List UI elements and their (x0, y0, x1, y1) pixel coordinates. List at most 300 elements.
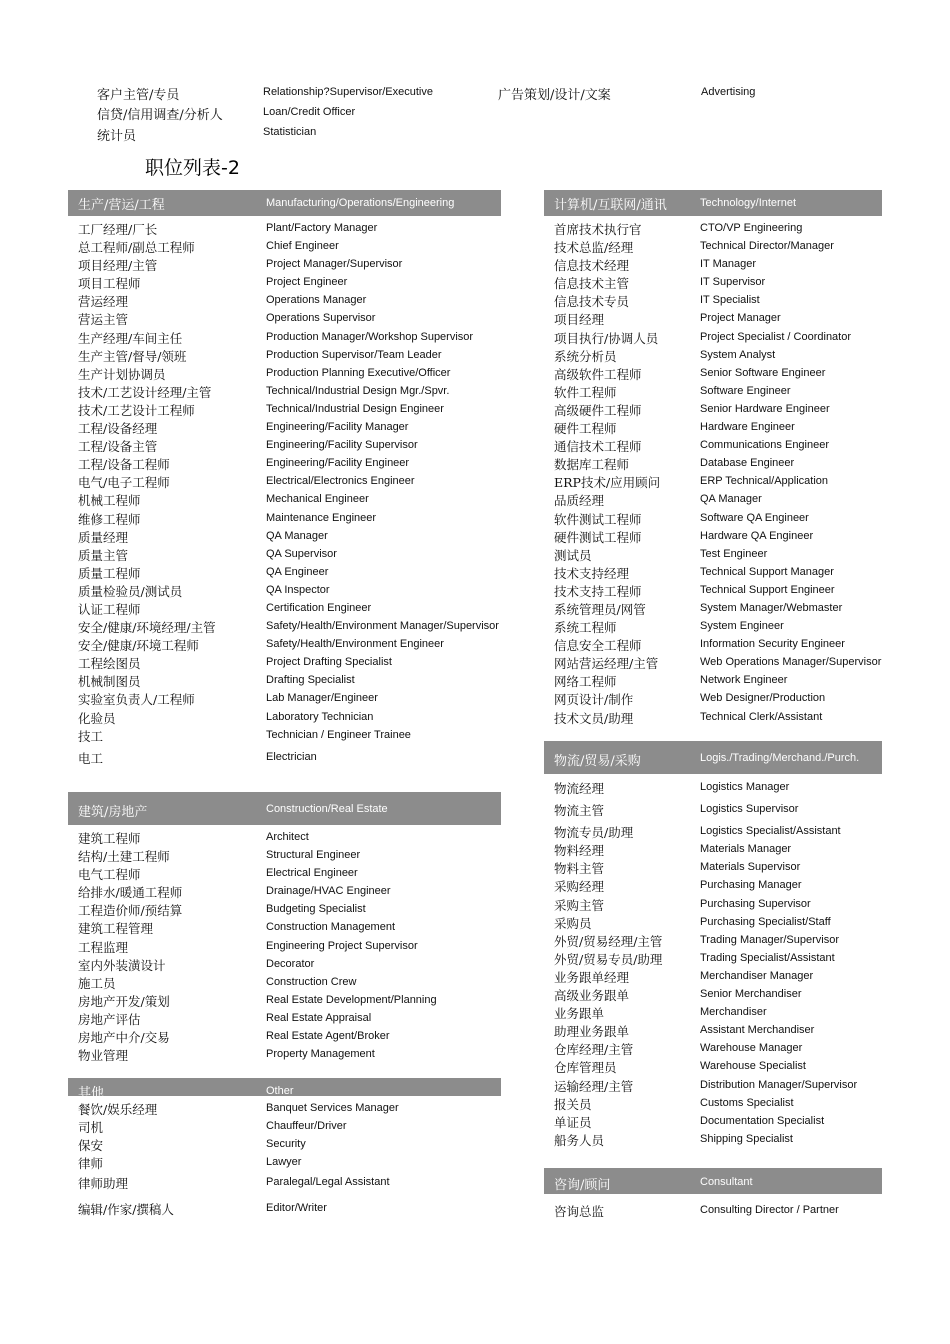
list-item (68, 708, 501, 726)
job-title-cn: 仓库管理员 (554, 1060, 617, 1076)
section-rows (68, 828, 501, 1063)
job-title-cn: 律师助理 (78, 1176, 129, 1192)
job-title-cn: 业务跟单 (554, 1006, 605, 1022)
job-title-en: Project Drafting Specialist (266, 656, 392, 669)
job-title-en: Database Engineer (700, 457, 795, 470)
section-header-en: Construction/Real Estate (266, 803, 388, 815)
job-title-cn: 电气/电子工程师 (78, 475, 170, 491)
advertising-en: Advertising (701, 86, 756, 98)
list-item (544, 858, 882, 876)
list-item (544, 1201, 882, 1219)
job-title-en: Laboratory Technician (266, 710, 374, 723)
list-item (68, 599, 501, 617)
section-header-cn: 计算机/互联网/通讯 (554, 198, 667, 213)
job-title-cn: 信息技术专员 (554, 294, 630, 310)
job-title-en: Safety/Health/Environment Engineer (266, 638, 444, 651)
list-item (544, 346, 882, 364)
job-title-en: Production Manager/Workshop Supervisor (266, 330, 474, 343)
list-item (68, 581, 501, 599)
job-title-en: Senior Hardware Engineer (700, 402, 830, 415)
job-title-cn: 高级软件工程师 (554, 366, 642, 382)
section-rows (68, 219, 501, 766)
section-header-cn: 咨询/顾问 (554, 1178, 611, 1193)
top-row (0, 125, 950, 145)
section-construction (68, 792, 501, 1063)
list-item (544, 708, 882, 726)
list-item (544, 527, 882, 545)
section-other (68, 1078, 501, 1218)
job-title-cn: 维修工程师 (78, 511, 141, 527)
list-item (68, 400, 501, 418)
job-title-en: Electrical/Electronics Engineer (266, 475, 415, 488)
job-title-en: Safety/Health/Environment Manager/Supervisor (266, 620, 499, 633)
list-item (544, 653, 882, 671)
job-title-cn: 测试员 (554, 547, 592, 563)
job-title-en: Information Security Engineer (700, 638, 845, 651)
job-title-cn: 网站营运经理/主管 (554, 656, 659, 672)
list-item (544, 472, 882, 490)
job-title-cn: 给排水/暖通工程师 (78, 885, 183, 901)
job-title-cn: 认证工程师 (78, 601, 141, 617)
list-item (544, 949, 882, 967)
list-item (544, 1057, 882, 1075)
job-title-en: Senior Merchandiser (700, 988, 802, 1001)
job-title-cn: 工程/设备主管 (78, 439, 158, 455)
list-item (68, 255, 501, 273)
list-item (544, 563, 882, 581)
list-item (544, 436, 882, 454)
job-title-cn: 技术/工艺设计工程师 (78, 402, 195, 418)
list-item (68, 1045, 501, 1063)
section-manufacturing (68, 190, 501, 766)
list-item (544, 454, 882, 472)
job-title-en: Purchasing Manager (700, 879, 802, 892)
job-title-en: QA Manager (266, 529, 328, 542)
list-item (544, 581, 882, 599)
job-title-cn: 采购主管 (554, 897, 605, 913)
job-title-en: Banquet Services Manager (266, 1102, 399, 1114)
list-item (544, 509, 882, 527)
list-item (544, 671, 882, 689)
list-item (68, 454, 501, 472)
job-title-cn: 施工员 (78, 975, 116, 991)
job-title-en: Decorator (266, 957, 315, 970)
section-consultant (544, 1168, 882, 1219)
job-title-cn: 结构/土建工程师 (78, 849, 170, 865)
job-title-cn: 工程监理 (78, 939, 129, 955)
list-item (68, 219, 501, 237)
job-title-en: Assistant Merchandiser (700, 1024, 815, 1037)
job-title-cn: 机械制图员 (78, 674, 141, 690)
list-item (68, 472, 501, 490)
list-item (68, 689, 501, 707)
advertising-cn: 广告策划/设计/文案 (498, 88, 611, 103)
list-item (68, 273, 501, 291)
job-title-cn: 工厂经理/厂长 (78, 222, 158, 237)
job-title-cn: 总工程师/副总工程师 (78, 240, 195, 256)
job-title-cn: 信息技术主管 (554, 276, 630, 292)
job-title-cn: 软件工程师 (554, 384, 617, 400)
job-title-cn: 通信技术工程师 (554, 439, 642, 455)
section-header-en: Other (266, 1085, 294, 1097)
list-item (544, 1094, 882, 1112)
job-title-en: Property Management (266, 1048, 375, 1061)
job-title-cn: 外贸/贸易经理/主管 (554, 933, 663, 949)
list-item (544, 1021, 882, 1039)
list-item (68, 1027, 501, 1045)
job-title-cn: 项目经理/主管 (78, 258, 158, 274)
job-title-en: Statistician (263, 126, 317, 138)
list-item (68, 991, 501, 1009)
job-title-en: Merchandiser Manager (700, 969, 814, 982)
job-title-en: Technical Support Engineer (700, 583, 835, 596)
job-title-en: ERP Technical/Application (700, 475, 829, 488)
job-title-cn: 品质经理 (554, 493, 605, 509)
job-title-en: Customs Specialist (700, 1096, 794, 1109)
job-title-cn: 客户主管/专员 (97, 88, 180, 103)
job-title-cn: 系统管理员/网管 (554, 601, 646, 617)
job-title-cn: 采购经理 (554, 879, 605, 895)
list-item (68, 382, 501, 400)
job-title-en: Communications Engineer (700, 439, 830, 452)
list-item (68, 237, 501, 255)
job-title-cn: 技术总监/经理 (554, 240, 634, 256)
job-title-cn: 营运主管 (78, 312, 129, 328)
list-item (68, 653, 501, 671)
list-item (68, 973, 501, 991)
job-title-cn: 统计员 (97, 129, 137, 144)
job-title-en: Project Manager/Supervisor (266, 258, 403, 271)
section-header-cn: 其他 (78, 1086, 105, 1101)
job-title-cn: 工程造价师/预结算 (78, 903, 183, 919)
list-item (544, 822, 882, 840)
list-item (544, 291, 882, 309)
list-item (544, 913, 882, 931)
job-title-en: Network Engineer (700, 674, 788, 687)
job-title-cn: 电工 (78, 750, 104, 766)
list-item (68, 490, 501, 508)
list-item (68, 937, 501, 955)
job-title-cn: 物料经理 (554, 843, 605, 859)
job-title-en: Maintenance Engineer (266, 511, 377, 524)
job-title-cn: 工程/设备工程师 (78, 457, 170, 473)
job-title-cn: 技术支持经理 (554, 565, 630, 581)
job-title-en: Project Engineer (266, 276, 348, 289)
list-item (544, 255, 882, 273)
job-title-cn: 采购员 (554, 915, 592, 931)
list-item (544, 985, 882, 1003)
list-item (544, 237, 882, 255)
job-title-cn: 餐饮/娱乐经理 (78, 1102, 158, 1117)
list-item (544, 364, 882, 382)
list-item (68, 1153, 501, 1171)
job-title-cn: 技术支持工程师 (554, 583, 642, 599)
list-item (68, 436, 501, 454)
job-title-cn: 技术/工艺设计经理/主管 (78, 384, 212, 400)
job-title-cn: 信贷/信用调查/分析人 (97, 108, 223, 123)
job-title-en: System Manager/Webmaster (700, 601, 843, 614)
page-title: 职位列表-2 (145, 157, 240, 179)
section-technology (544, 190, 882, 726)
list-item (544, 400, 882, 418)
job-title-cn: 建筑工程管理 (78, 921, 154, 937)
job-title-en: Technical Director/Manager (700, 240, 834, 253)
job-title-cn: 房地产评估 (78, 1011, 141, 1027)
job-title-cn: 技工 (78, 728, 104, 744)
job-title-en: Editor/Writer (266, 1202, 327, 1215)
job-title-en: Certification Engineer (266, 601, 372, 614)
job-title-cn: 信息安全工程师 (554, 638, 642, 654)
job-title-en: Merchandiser (700, 1006, 767, 1019)
list-item (544, 617, 882, 635)
section-rows (544, 778, 882, 1148)
job-title-en: Operations Manager (266, 294, 367, 307)
job-title-en: Electrical Engineer (266, 867, 358, 880)
job-title-cn: 物料主管 (554, 861, 605, 877)
list-item (68, 418, 501, 436)
job-title-en: Engineering/Facility Engineer (266, 457, 410, 470)
job-title-en: Web Designer/Production (700, 692, 826, 705)
job-title-cn: 高级硬件工程师 (554, 402, 642, 418)
list-item (68, 1199, 501, 1217)
job-title-cn: 质量检验员/测试员 (78, 583, 183, 599)
job-title-cn: 质量工程师 (78, 565, 141, 581)
list-item (544, 328, 882, 346)
job-title-cn: 律师 (78, 1156, 104, 1172)
job-title-cn: 保安 (78, 1138, 104, 1154)
section-header-en: Technology/Internet (700, 197, 797, 209)
list-item (68, 1117, 501, 1135)
list-item (544, 1130, 882, 1148)
job-title-en: System Analyst (700, 348, 776, 361)
section-logistics (544, 741, 882, 1148)
section-header (68, 792, 501, 825)
list-item (68, 671, 501, 689)
job-title-en: Hardware QA Engineer (700, 529, 814, 542)
job-title-cn: 网页设计/制作 (554, 692, 634, 708)
job-title-cn: 助理业务跟单 (554, 1024, 630, 1040)
list-item (544, 545, 882, 563)
job-title-en: QA Manager (700, 493, 762, 506)
job-title-en: Lawyer (266, 1156, 302, 1169)
job-title-cn: 首席技术执行官 (554, 222, 642, 237)
section-header (544, 190, 882, 216)
job-title-en: Senior Software Engineer (700, 366, 826, 379)
job-title-en: Mechanical Engineer (266, 493, 369, 506)
list-item (68, 955, 501, 973)
job-title-en: IT Supervisor (700, 276, 766, 289)
job-title-cn: 硬件测试工程师 (554, 529, 642, 545)
job-title-cn: 室内外装潢设计 (78, 957, 166, 973)
job-title-en: Technical/Industrial Design Mgr./Spvr. (266, 384, 450, 397)
job-title-cn: 网络工程师 (554, 674, 617, 690)
job-title-en: Structural Engineer (266, 849, 361, 862)
list-item (544, 490, 882, 508)
job-title-en: System Engineer (700, 620, 784, 633)
section-header (544, 741, 882, 774)
job-title-en: Construction Crew (266, 975, 357, 988)
job-title-cn: 项目执行/协调人员 (554, 330, 659, 346)
list-item (544, 1076, 882, 1094)
job-title-cn: 硬件工程师 (554, 421, 617, 437)
job-title-cn: ERP技术/应用顾问 (554, 475, 661, 491)
section-rows (68, 1099, 501, 1218)
job-title-cn: 化验员 (78, 710, 116, 726)
list-item (68, 918, 501, 936)
job-title-en: Logistics Specialist/Assistant (700, 825, 841, 838)
job-title-en: Real Estate Development/Planning (266, 993, 437, 1006)
job-title-en: Hardware Engineer (700, 421, 795, 434)
job-title-cn: 技术文员/助理 (554, 710, 634, 726)
job-title-en: IT Specialist (700, 294, 760, 307)
list-item (544, 931, 882, 949)
list-item (544, 635, 882, 653)
job-title-en: Chief Engineer (266, 240, 339, 253)
job-title-en: Relationship?Supervisor/Executive (263, 86, 433, 98)
job-title-en: Project Manager (700, 312, 781, 325)
section-rows (544, 219, 882, 726)
job-title-en: QA Supervisor (266, 547, 337, 560)
job-title-cn: 物业管理 (78, 1048, 129, 1064)
job-title-cn: 运输经理/主管 (554, 1078, 634, 1094)
job-title-cn: 外贸/贸易专员/助理 (554, 951, 663, 967)
job-title-en: Web Operations Manager/Supervisor (700, 656, 882, 669)
job-title-en: Budgeting Specialist (266, 903, 366, 916)
job-title-cn: 信息技术经理 (554, 258, 630, 274)
job-title-cn: 单证员 (554, 1114, 592, 1130)
job-title-cn: 机械工程师 (78, 493, 141, 509)
job-title-en: Trading Specialist/Assistant (700, 951, 835, 964)
job-title-en: Real Estate Appraisal (266, 1011, 372, 1024)
job-title-en: Materials Supervisor (700, 861, 801, 874)
job-title-en: Trading Manager/Supervisor (700, 933, 839, 946)
job-title-en: Security (266, 1138, 306, 1151)
job-title-en: Purchasing Supervisor (700, 897, 811, 910)
job-title-cn: 生产经理/车间主任 (78, 330, 183, 346)
job-title-en: Architect (266, 831, 309, 843)
list-item (544, 895, 882, 913)
list-item (544, 778, 882, 796)
job-title-cn: 工程/设备经理 (78, 421, 158, 437)
job-title-en: Shipping Specialist (700, 1132, 793, 1145)
job-title-cn: 营运经理 (78, 294, 129, 310)
job-title-cn: 编辑/作家/撰稿人 (78, 1202, 174, 1218)
job-title-en: Consulting Director / Partner (700, 1204, 839, 1216)
list-item (544, 1003, 882, 1021)
job-title-en: Lab Manager/Engineer (266, 692, 378, 705)
job-title-en: CTO/VP Engineering (700, 222, 803, 234)
top-row (0, 104, 950, 124)
section-header-cn: 物流/贸易/采购 (554, 754, 641, 769)
job-title-cn: 项目工程师 (78, 276, 141, 292)
job-title-cn: 咨询总监 (554, 1204, 605, 1219)
job-title-cn: 质量经理 (78, 529, 129, 545)
list-item (68, 617, 501, 635)
job-title-cn: 高级业务跟单 (554, 988, 630, 1004)
job-title-en: Distribution Manager/Supervisor (700, 1078, 858, 1091)
job-title-en: Plant/Factory Manager (266, 222, 378, 234)
list-item (68, 882, 501, 900)
job-title-en: Paralegal/Legal Assistant (266, 1176, 390, 1189)
section-header-en: Logis./Trading/Merchand./Purch. (700, 752, 860, 764)
job-title-cn: 房地产中介/交易 (78, 1030, 170, 1046)
job-title-en: Warehouse Manager (700, 1042, 803, 1055)
job-title-en: Production Planning Executive/Officer (266, 366, 451, 379)
section-header (68, 1078, 501, 1101)
job-title-cn: 系统工程师 (554, 620, 617, 636)
job-title-en: Engineering Project Supervisor (266, 939, 418, 952)
list-item (544, 1039, 882, 1057)
list-item (544, 967, 882, 985)
list-item (68, 328, 501, 346)
job-title-cn: 仓库经理/主管 (554, 1042, 634, 1058)
list-item (68, 846, 501, 864)
section-header-cn: 建筑/房地产 (78, 805, 148, 820)
job-title-en: Project Specialist / Coordinator (700, 330, 852, 343)
top-row (0, 84, 950, 104)
job-title-en: Logistics Supervisor (700, 803, 799, 816)
job-title-cn: 房地产开发/策划 (78, 993, 170, 1009)
list-item (68, 1099, 501, 1117)
list-item (68, 748, 501, 766)
job-title-en: Technical Clerk/Assistant (700, 710, 823, 723)
list-item (544, 418, 882, 436)
list-item (544, 876, 882, 894)
job-title-en: Engineering/Facility Manager (266, 421, 409, 434)
list-item (544, 800, 882, 818)
job-title-en: Purchasing Specialist/Staff (700, 915, 831, 928)
job-title-en: Logistics Manager (700, 781, 790, 793)
list-item (68, 527, 501, 545)
list-item (544, 689, 882, 707)
job-title-cn: 安全/健康/环境经理/主管 (78, 620, 216, 636)
job-title-cn: 司机 (78, 1120, 104, 1136)
section-header (68, 190, 501, 216)
job-title-en: Test Engineer (700, 547, 768, 560)
job-title-en: Loan/Credit Officer (263, 106, 356, 118)
job-title-cn: 报关员 (554, 1096, 592, 1112)
list-item (68, 563, 501, 581)
job-title-en: Documentation Specialist (700, 1114, 825, 1127)
job-title-en: Technician / Engineer Trainee (266, 728, 411, 741)
list-item (68, 1135, 501, 1153)
list-item (68, 726, 501, 744)
job-title-cn: 生产计划协调员 (78, 366, 166, 382)
job-title-en: Construction Management (266, 921, 396, 934)
job-title-cn: 建筑工程师 (78, 831, 141, 846)
list-item (68, 635, 501, 653)
job-title-cn: 生产主管/督导/领班 (78, 348, 187, 364)
job-title-cn: 船务人员 (554, 1132, 605, 1148)
list-item (68, 364, 501, 382)
job-title-cn: 项目经理 (554, 312, 605, 328)
job-title-en: QA Engineer (266, 565, 329, 578)
job-title-cn: 软件测试工程师 (554, 511, 642, 527)
list-item (544, 219, 882, 237)
list-item (68, 1173, 501, 1191)
list-item (544, 273, 882, 291)
job-title-en: QA Inspector (266, 583, 330, 596)
job-title-en: Operations Supervisor (266, 312, 376, 325)
list-item (68, 346, 501, 364)
list-item (544, 382, 882, 400)
list-item (68, 1009, 501, 1027)
list-item (544, 599, 882, 617)
job-title-en: Technical/Industrial Design Engineer (266, 402, 444, 415)
job-title-cn: 工程绘图员 (78, 656, 141, 672)
job-title-en: Electrician (266, 750, 317, 763)
list-item (68, 291, 501, 309)
